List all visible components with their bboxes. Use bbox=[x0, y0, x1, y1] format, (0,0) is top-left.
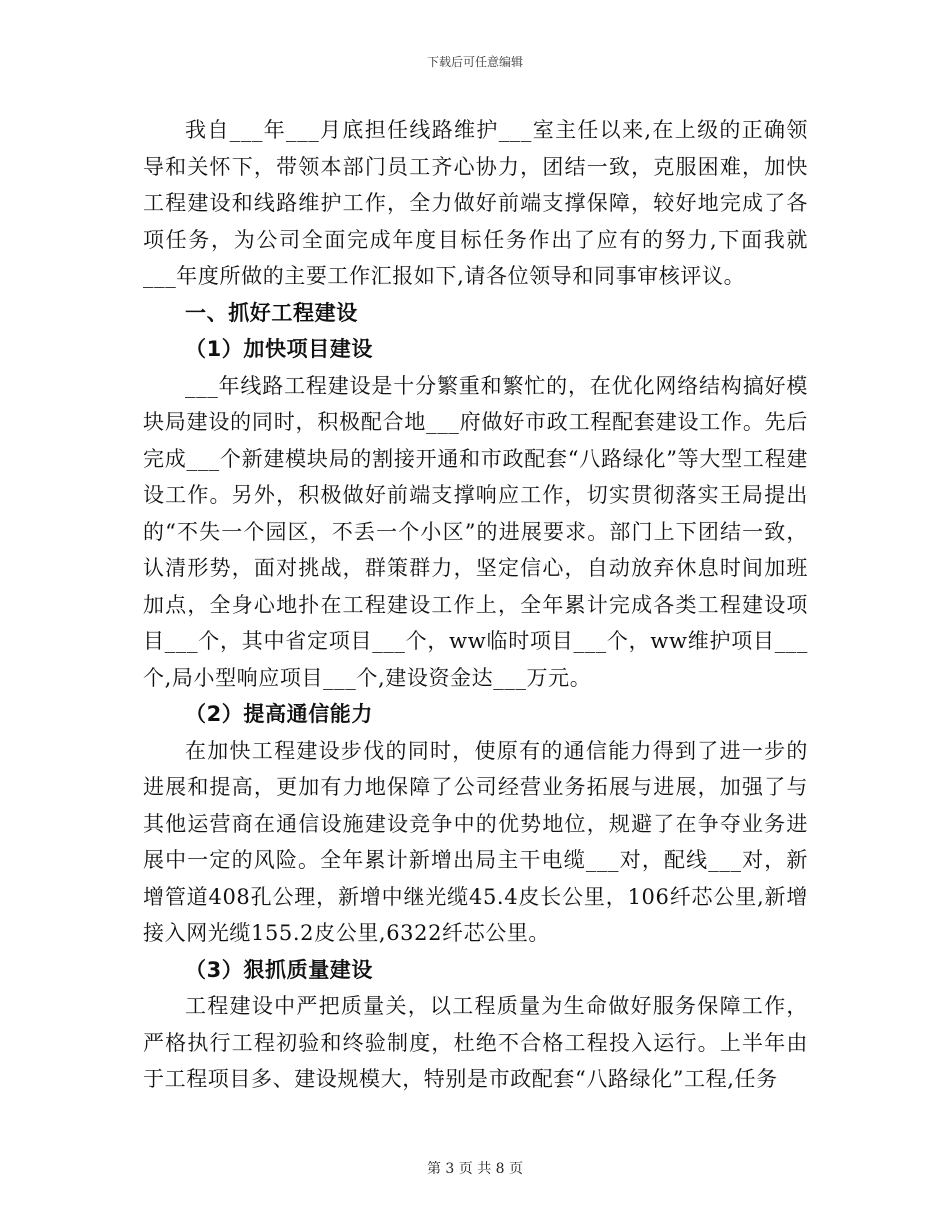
document-body bbox=[143, 112, 808, 1098]
page-number: 第 3 页 共 8 页 bbox=[426, 1161, 524, 1177]
capacity-paragraph: 在加快工程建设步伐的同时，使原有的通信能力得到了进一步的进展和提高，更加有力地保障了公司经营业务拓展与进展，加强了与其他运营商在通信设施建设竞争中的优势地位，规避了在争夺业务进展中一定的风险。全年累计新增出局主干电缆___对，配线___对，新增管道408孔公理，新增中继光缆45.4皮长公里，106纤芯公里,新增接入网光缆155.2皮公里,6322纤芯公里。 bbox=[143, 738, 808, 945]
subsection-title-project: （1）加快项目建设 bbox=[185, 337, 374, 361]
subsection-title-capacity: （2）提高通信能力 bbox=[185, 702, 374, 726]
page-header-note: 下载后可任意编辑 bbox=[426, 55, 523, 69]
quality-paragraph: 工程建设中严把质量关，以工程质量为生命做好服务保障工作，严格执行工程初验和终验制度，杜绝不合格工程投入运行。上半年由于工程项目多、建设规模大，特别是市政配套“八路绿化”工程,任务 bbox=[143, 994, 808, 1091]
section-title-engineering: 一、抓好工程建设 bbox=[185, 300, 358, 325]
intro-paragraph: 我自___年___月底担任线路维护___室主任以来,在上级的正确领导和关怀下，带领本部门员工齐心协力，团结一致，克服困难，加快工程建设和线路维护工作，全力做好前端支撑保障，较好地完成了各项任务，为公司全面完成年度目标任务作出了应有的努力,下面我就___年度所做的主要工作汇报如下,请各位领导和同事审核评议。 bbox=[143, 118, 808, 288]
subsection-title-quality: （3）狠抓质量建设 bbox=[185, 957, 374, 982]
project-paragraph: ___年线路工程建设是十分繁重和繁忙的，在优化网络结构搞好模块局建设的同时，积极配合地___府做好市政工程配套建设工作。先后完成___个新建模块局的割接开通和市政配套“八路绿化”等大型工程建设工作。另外，积极做好前端支撑响应工作，切实贯彻落实王局提出的“不失一个园区，不丢一个小区”的进展要求。部门上下团结一致，认清形势，面对挑战，群策群力，坚定信心，自动放弃休息时间加班加点，全身心地扑在工程建设工作上，全年累计完成各类工程建设项目___个，其中省定项目___个，ww临时项目___个，ww维护项目___个,局小型响应项目___个,建设资金达___万元。 bbox=[143, 373, 808, 690]
